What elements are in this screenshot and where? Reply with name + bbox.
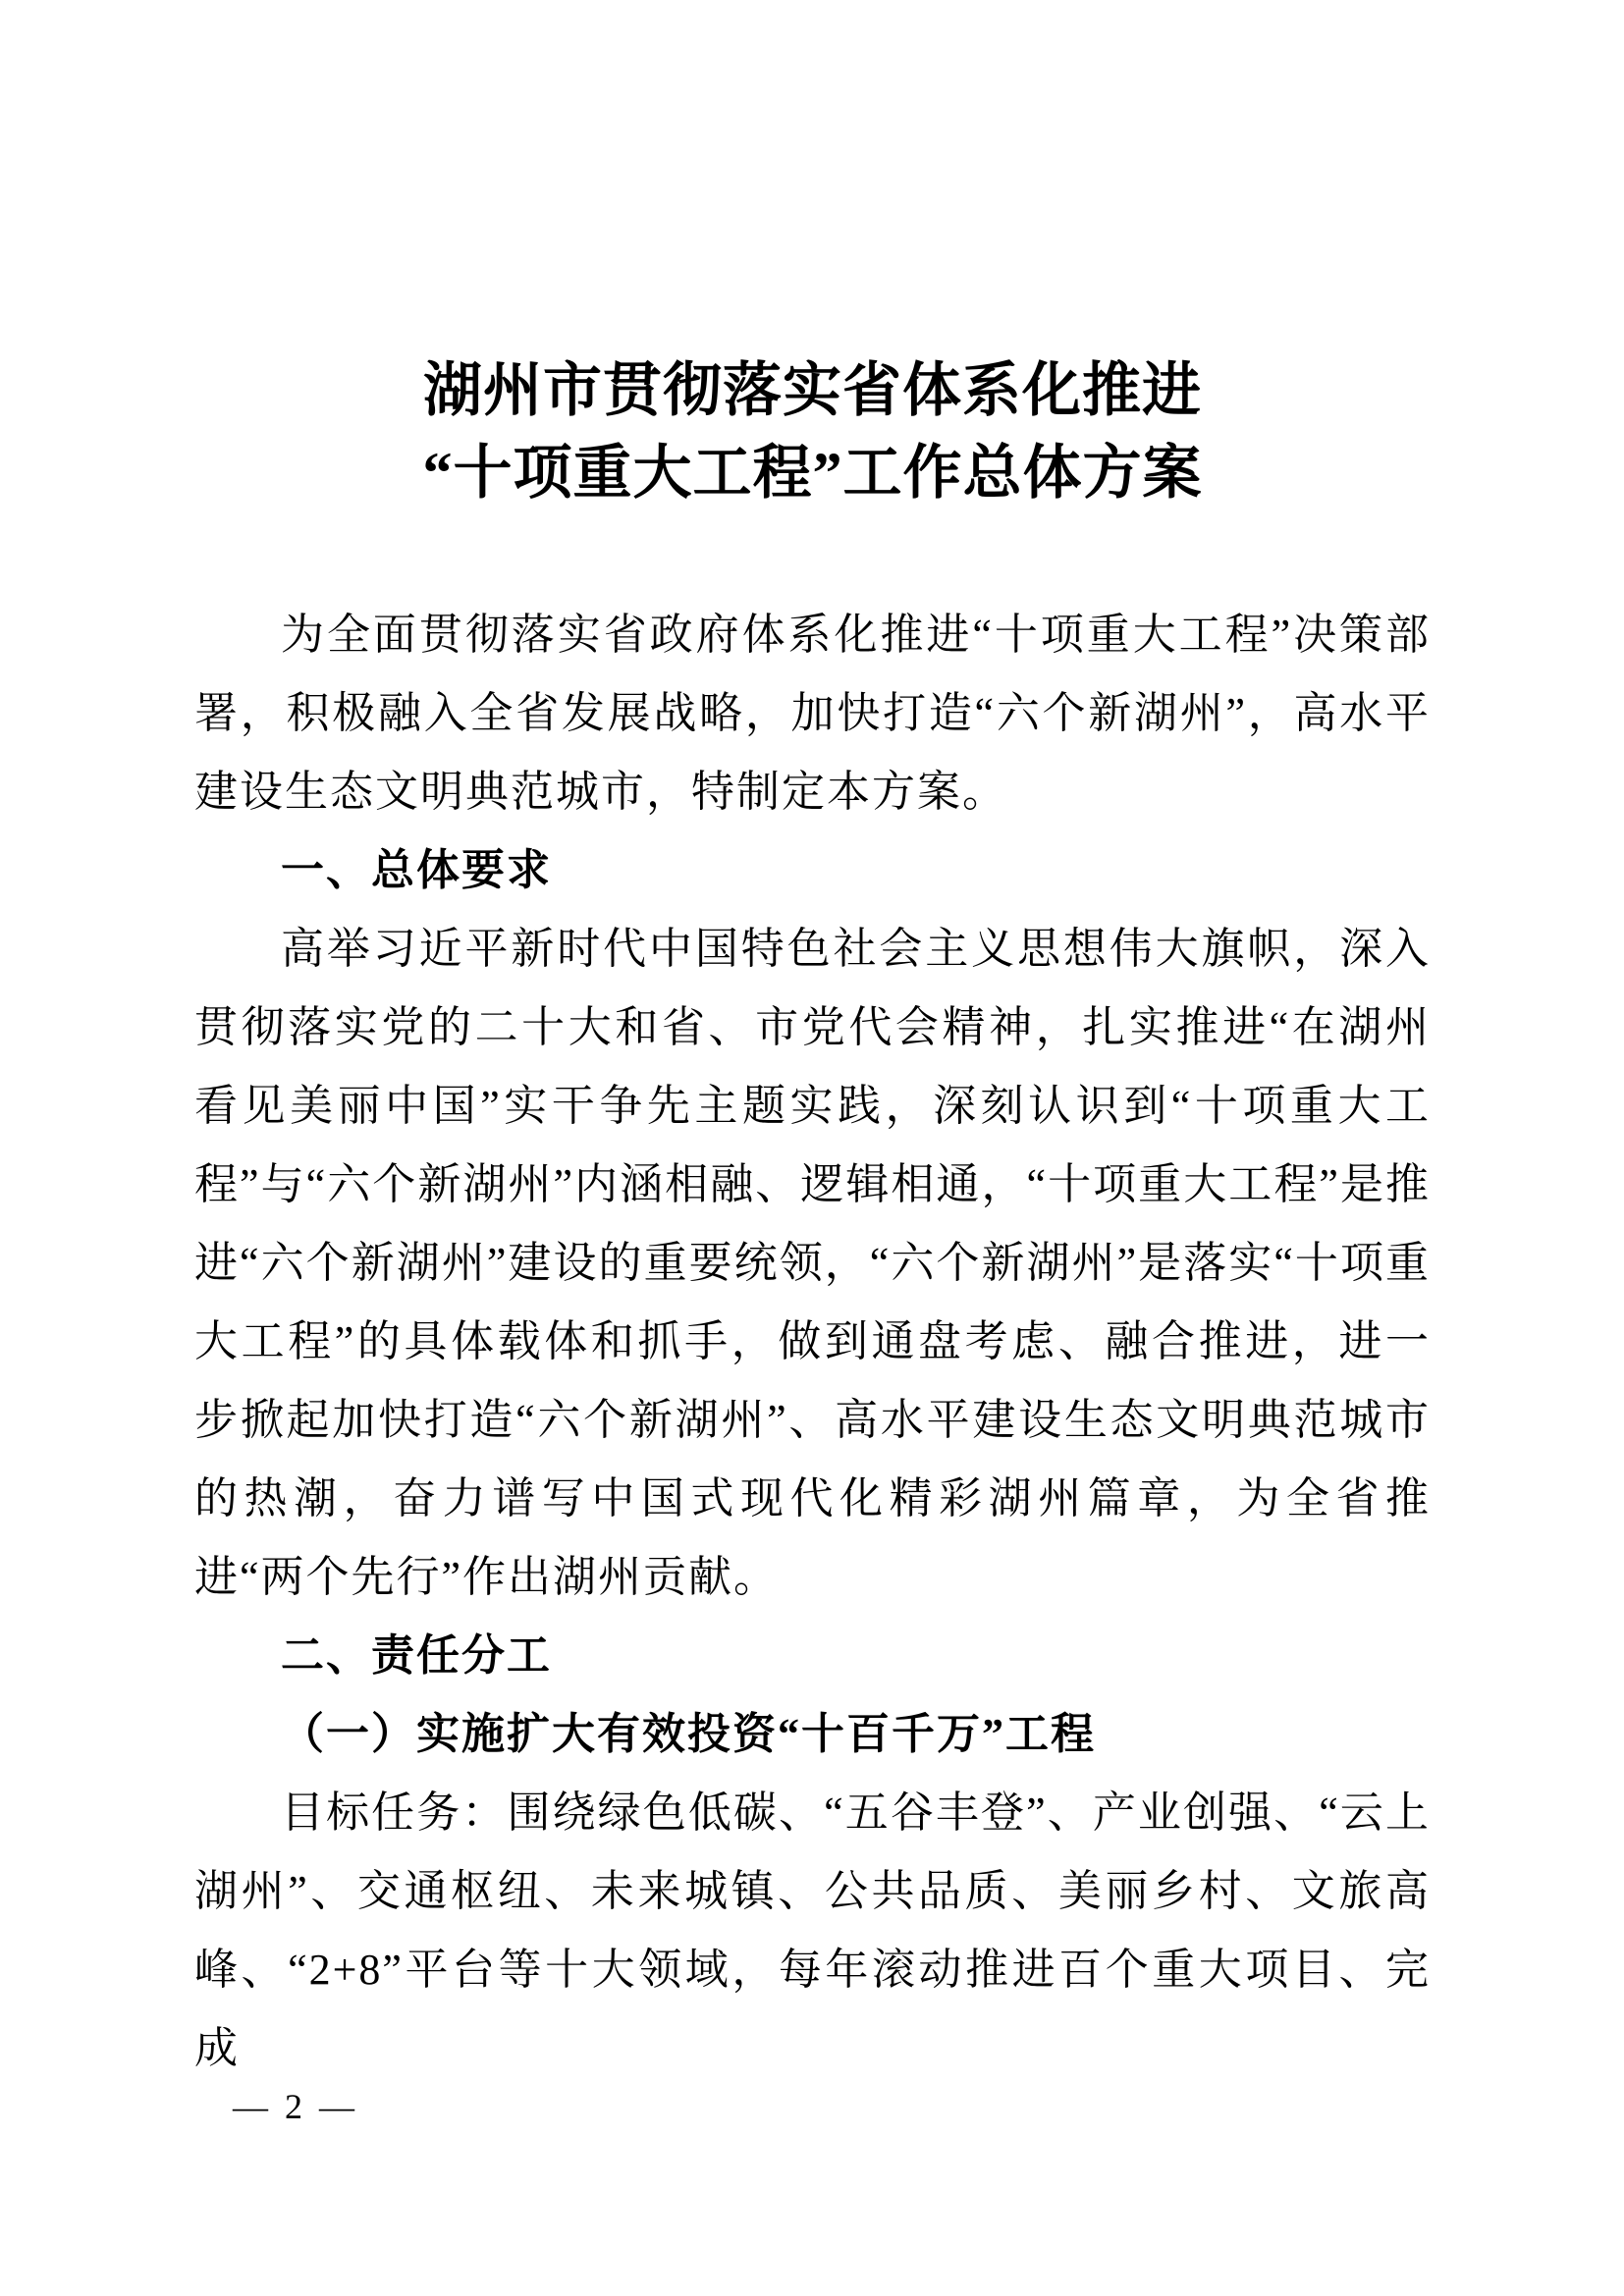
title-line-1: 湖州市贯彻落实省体系化推进 xyxy=(423,358,1202,423)
section-heading-responsibility-division: 二、责任分工 xyxy=(281,1631,552,1680)
section-heading-overall-requirements: 一、总体要求 xyxy=(281,846,552,894)
subsection-heading-investment-project: （一）实施扩大有效投资“十百千万”工程 xyxy=(281,1710,1096,1758)
title-line-2: “十项重大工程”工作总体方案 xyxy=(422,441,1203,506)
page-number: — 2 — xyxy=(233,2087,358,2126)
paragraph-target-tasks: 目标任务：围绕绿色低碳、“五谷丰登”、产业创强、“云上湖州”、交通枢纽、未来城镇、公共品质、美丽乡村、文旅高峰、“2+8”平台等十大领域，每年滚动推进百个重大项目、完成 xyxy=(194,1789,1431,2072)
document-body xyxy=(194,596,1431,2088)
paragraph-intro: 为全面贯彻落实省政府体系化推进“十项重大工程”决策部署，积极融入全省发展战略，加快打造“六个新湖州”，高水平建设生态文明典范城市，特制定本方案。 xyxy=(194,611,1431,816)
paragraph-overall-requirements: 高举习近平新时代中国特色社会主义思想伟大旗帜，深入贯彻落实党的二十大和省、市党代会精神，扎实推进“在湖州看见美丽中国”实干争先主题实践，深刻认识到“十项重大工程”与“六个新湖州”内涵相融、逻辑相通，“十项重大工程”是推进“六个新湖州”建设的重要统领，“六个新湖州”是落实“十项重大工程”的具体载体和抓手，做到通盘考虑、融合推进，进一步掀起加快打造“六个新湖州”、高水平建设生态文明典范城市的热潮，奋力谱写中国式现代化精彩湖州篇章，为全省推进“两个先行”作出湖州贡献。 xyxy=(194,925,1431,1601)
document-title xyxy=(194,349,1431,514)
